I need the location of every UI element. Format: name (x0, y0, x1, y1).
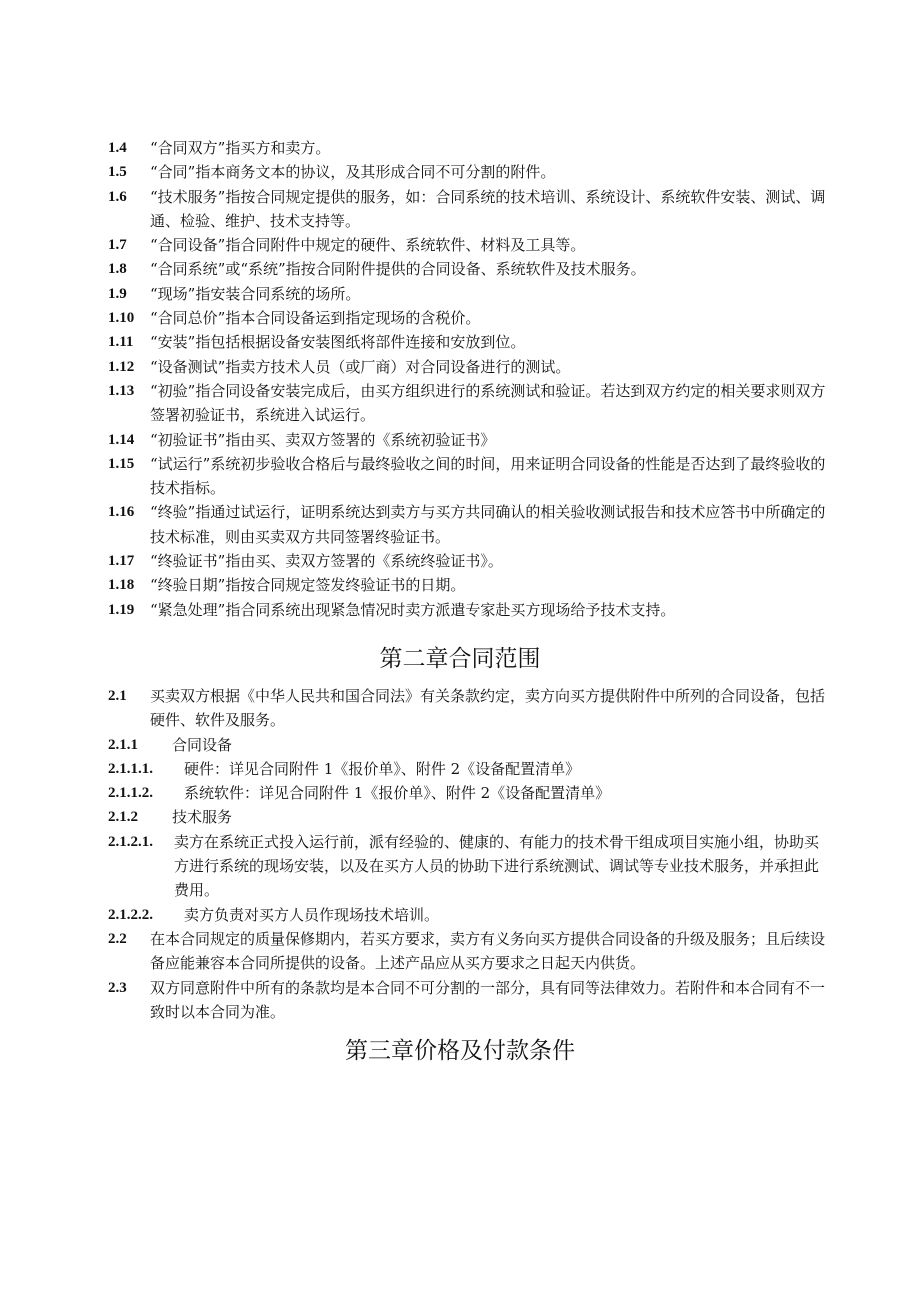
clause-text: “试运行”系统初步验收合格后与最终验收之间的时间，用来证明合同设备的性能是否达到了最终验收的技术指标。 (150, 454, 826, 498)
clause-number: 1.4 (108, 140, 127, 156)
clause-number: 1.13 (108, 382, 135, 399)
clause-number: 2.1 (108, 688, 127, 704)
clause-text: “合同系统”或“系统”指按合同附件提供的合同设备、系统软件及技术服务。 (150, 260, 646, 279)
clause-text: “终验证书”指由买、卖双方签署的《系统终验证书》。 (150, 552, 503, 571)
clause-number: 1.15 (108, 455, 135, 472)
clause-item (108, 549, 828, 573)
clause-item (108, 684, 828, 733)
clause-item (108, 757, 828, 781)
clause-text: 卖方在系统正式投入运行前，派有经验的、健康的、有能力的技术骨干组成项目实施小组，协助买方进行系统的现场安装，以及在买方人员的协助下进行系统测试、调试等专业技术服务，并承担此费用。 (174, 832, 820, 900)
clause-number: 2.3 (108, 979, 127, 996)
clause-number: 2.1.1.2. (108, 785, 153, 802)
clause-text: 买卖双方根据《中华人民共和国合同法》有关条款约定，卖方向买方提供附件中所列的合同设备，包括硬件、软件及服务。 (150, 687, 826, 730)
clause-item (108, 379, 828, 428)
clause-item (108, 136, 828, 160)
scope-list (108, 684, 828, 1024)
clause-text: 系统软件：详见合同附件 1《报价单》、附件 2《设备配置清单》 (184, 784, 611, 803)
clause-number: 1.5 (108, 164, 127, 181)
clause-number: 1.12 (108, 358, 135, 375)
clause-item (108, 257, 828, 281)
chapter-2-title: 第二章合同范围 (379, 646, 541, 672)
clause-text: “现场”指安装合同系统的场所。 (150, 284, 361, 303)
clause-number: 1.16 (108, 504, 135, 521)
clause-number: 1.8 (108, 261, 127, 278)
clause-text: “技术服务”指按合同规定提供的服务，如：合同系统的技术培训、系统设计、系统软件安装、测试、调通、检验、维护、技术支持等。 (150, 187, 826, 230)
clause-number: 1.17 (108, 553, 135, 570)
clause-text: “终验日期”指按合同规定签发终验证书的日期。 (150, 576, 466, 595)
clause-number: 1.14 (108, 431, 135, 448)
clause-text: “合同总价”指本合同设备运到指定现场的含税价。 (150, 309, 481, 328)
clause-text: “合同设备”指合同附件中规定的硬件、系统软件、材料及工具等。 (150, 236, 586, 255)
clause-item (108, 976, 828, 1025)
clause-item (108, 927, 828, 976)
definitions-list (108, 136, 828, 622)
clause-text: “设备测试”指卖方技术人员（或厂商）对合同设备进行的测试。 (150, 357, 571, 376)
clause-text: “初验证书”指由买、卖双方签署的《系统初验证书》 (150, 430, 496, 449)
clause-item (108, 185, 828, 234)
clause-number: 2.1.1 (108, 736, 138, 753)
clause-text: 卖方负责对买方人员作现场技术培训。 (184, 905, 440, 924)
clause-number: 2.1.2.2. (108, 906, 153, 923)
clause-item (108, 733, 828, 757)
clause-number: 2.1.1.1. (108, 760, 153, 777)
clause-number: 1.11 (108, 334, 134, 351)
clause-item (108, 573, 828, 597)
clause-text: 合同设备 (172, 735, 233, 754)
clause-text: 技术服务 (172, 808, 233, 827)
clause-item (108, 355, 828, 379)
clause-item (108, 500, 828, 549)
chapter-3-title: 第三章价格及付款条件 (345, 1038, 575, 1064)
clause-item (108, 781, 828, 805)
clause-item (108, 830, 828, 903)
clause-item (108, 805, 828, 829)
clause-text: “合同”指本商务文本的协议，及其形成合同不可分割的附件。 (150, 163, 556, 182)
clause-item (108, 598, 828, 622)
clause-text: “初验”指合同设备安装完成后，由买方组织进行的系统测试和验证。若达到双方约定的相关要求则双方签署初验证书，系统进入试运行。 (150, 381, 826, 425)
clause-number: 1.18 (108, 577, 135, 594)
clause-item (108, 452, 828, 501)
clause-number: 1.10 (108, 310, 135, 327)
clause-text: 双方同意附件中所有的条款均是本合同不可分割的一部分，具有同等法律效力。若附件和本合同有不一致时以本合同为准。 (150, 978, 826, 1021)
clause-number: 1.19 (108, 601, 135, 618)
clause-text: “安装”指包括根据设备安装图纸将部件连接和安放到位。 (150, 333, 526, 352)
clause-text: “合同双方”指买方和卖方。 (150, 139, 331, 157)
clause-item (108, 282, 828, 306)
clause-text: “终验”指通过试运行，证明系统达到卖方与买方共同确认的相关验收测试报告和技术应答书中所确定的技术标准，则由买卖双方共同签署终验证书。 (150, 503, 826, 546)
clause-number: 1.7 (108, 237, 127, 254)
clause-number: 1.6 (108, 188, 127, 205)
clause-number: 2.1.2 (108, 809, 138, 826)
clause-item (108, 306, 828, 330)
clause-item (108, 903, 828, 927)
clause-number: 2.1.2.1. (108, 833, 153, 850)
clause-item (108, 233, 828, 257)
clause-number: 2.2 (108, 930, 127, 947)
clause-text: 在本合同规定的质量保修期内，若买方要求，卖方有义务向买方提供合同设备的升级及服务；且后续设备应能兼容本合同所提供的设备。上述产品应从买方要求之日起天内供货。 (150, 929, 826, 973)
clause-number: 1.9 (108, 285, 127, 302)
clause-item (108, 428, 828, 452)
clause-item (108, 330, 828, 354)
clause-text: 硬件：详见合同附件 1《报价单》、附件 2《设备配置清单》 (184, 759, 581, 778)
clause-text: “紧急处理”指合同系统出现紧急情况时卖方派遣专家赴买方现场给予技术支持。 (150, 600, 676, 619)
clause-item (108, 160, 828, 184)
